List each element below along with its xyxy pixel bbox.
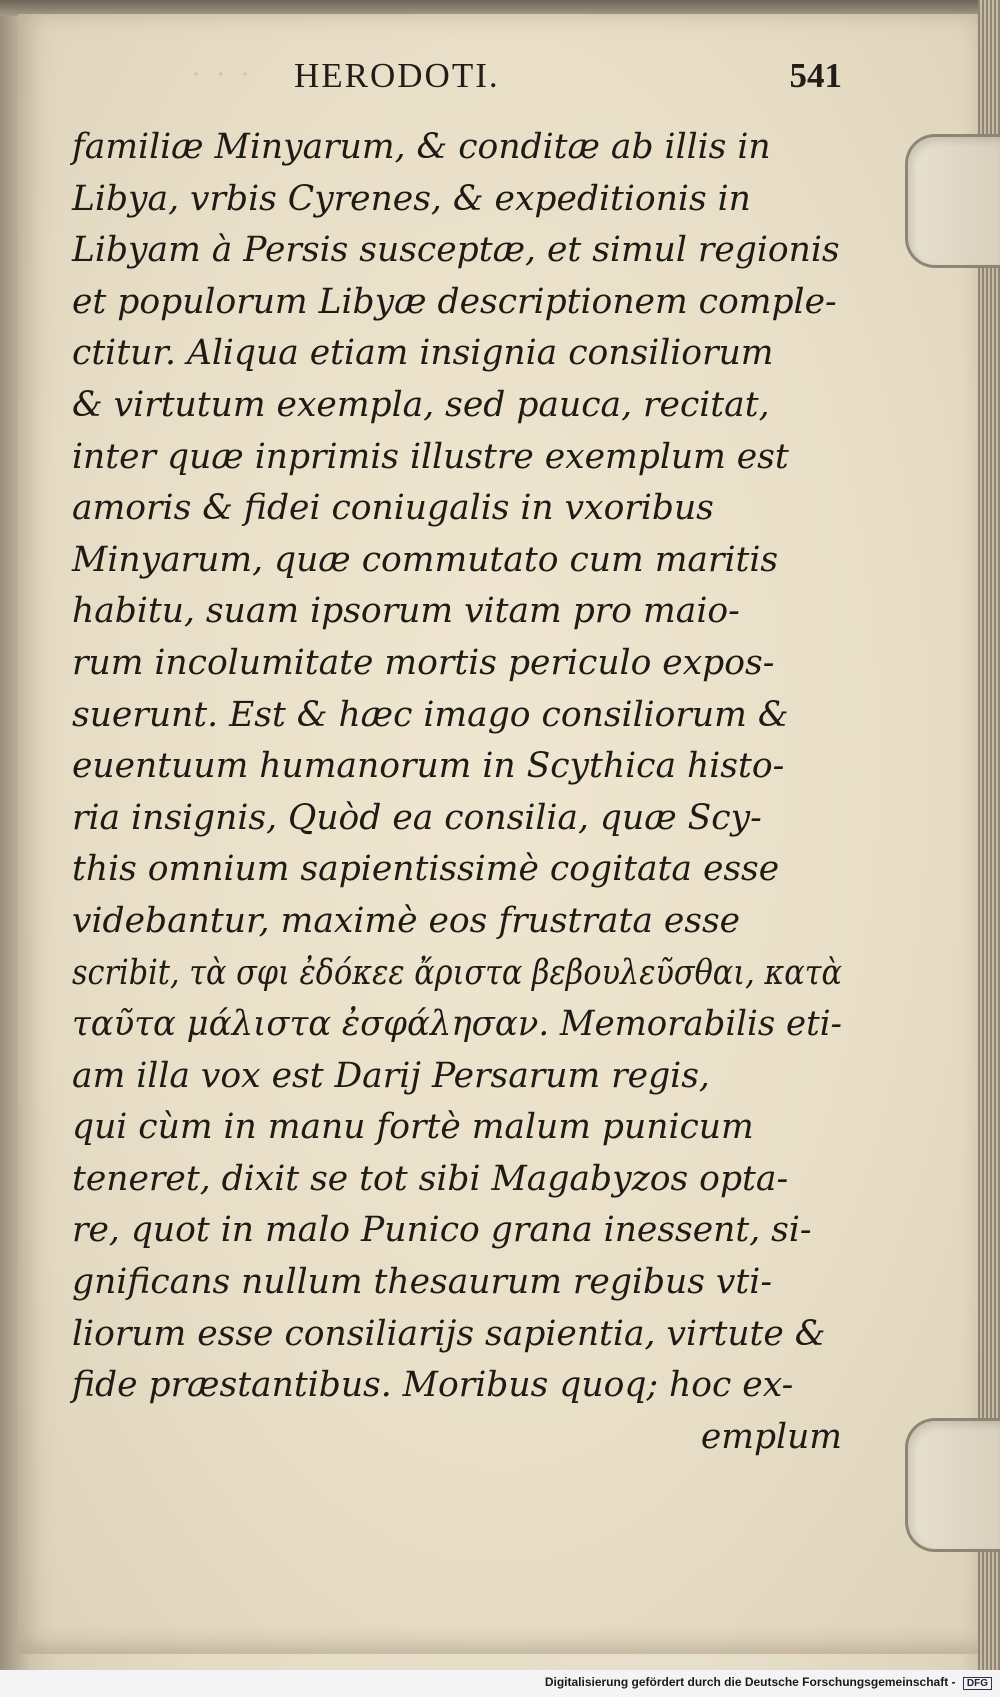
dfg-logo: DFG [963,1677,992,1690]
page-header [72,56,842,106]
show-through-text: · · · [192,60,254,90]
text-line: amoris & fidei coniugalis in vxoribus [72,488,714,529]
text-line: this omnium sapientissimè cogitata esse [72,849,780,890]
text-line: scribit, τὰ σφι ἐδόκεε ἄριστα βεβουλεῦσθαι, κατὰ [72,952,842,993]
text-line: Libyam à Persis susceptæ, et simul regionis [72,230,840,271]
text-line: re, quot in malo Punico grana inessent, si- [72,1210,812,1251]
text-line: teneret, dixit se tot sibi Magabyzos opta- [72,1158,789,1199]
text-line: Minyarum, quæ commutato cum maritis [72,539,779,580]
text-line: inter quæ inprimis illustre exemplum est [72,436,789,477]
text-line: et populorum Libyæ descriptionem comple- [72,281,837,322]
running-head: HERODOTI. [294,56,500,95]
credit-text: Digitalisierung gefördert durch die Deutsche Forschungsgemeinschaft - [544,1675,956,1689]
text-line: fide præstantibus. Moribus quoq; hoc ex- [72,1365,794,1406]
book-clip-top [905,134,1000,268]
text-line: qui cùm in manu fortè malum punicum [72,1107,754,1148]
body-text [72,122,842,1463]
text-line: gnificans nullum thesaurum regibus vti- [72,1262,772,1303]
text-line: familiæ Minyarum, & conditæ ab illis in [72,127,771,167]
text-line: rum incolumitate mortis periculo expos- [72,642,775,683]
digitization-credit [545,1675,992,1690]
catchword: emplum [700,1416,842,1457]
text-line: am illa vox est Darij Persarum regis, [72,1055,710,1096]
text-line: ria insignis, Quòd ea consilia, quæ Scy- [72,797,762,838]
book-clip-bottom [905,1418,1000,1552]
text-line: & virtutum exempla, sed pauca, recitat, [72,384,770,425]
text-line: habitu, suam ipsorum vitam pro maio- [72,591,740,632]
text-line: Libya, vrbis Cyrenes, & expeditionis in [72,178,751,219]
text-line: euentuum humanorum in Scythica histo- [72,746,785,787]
text-line: liorum esse consiliarijs sapientia, virtute & [72,1313,826,1354]
text-line: videbantur, maximè eos frustrata esse [72,900,741,941]
text-line: ταῦτα μάλιστα ἐσφάλησαν. Memorabilis eti- [72,1004,842,1045]
text-line: ctitur. Aliqua etiam insignia consiliorum [72,333,774,374]
page-number: 541 [789,56,842,95]
text-line: suerunt. Est & hæc imago consiliorum & [72,694,789,735]
